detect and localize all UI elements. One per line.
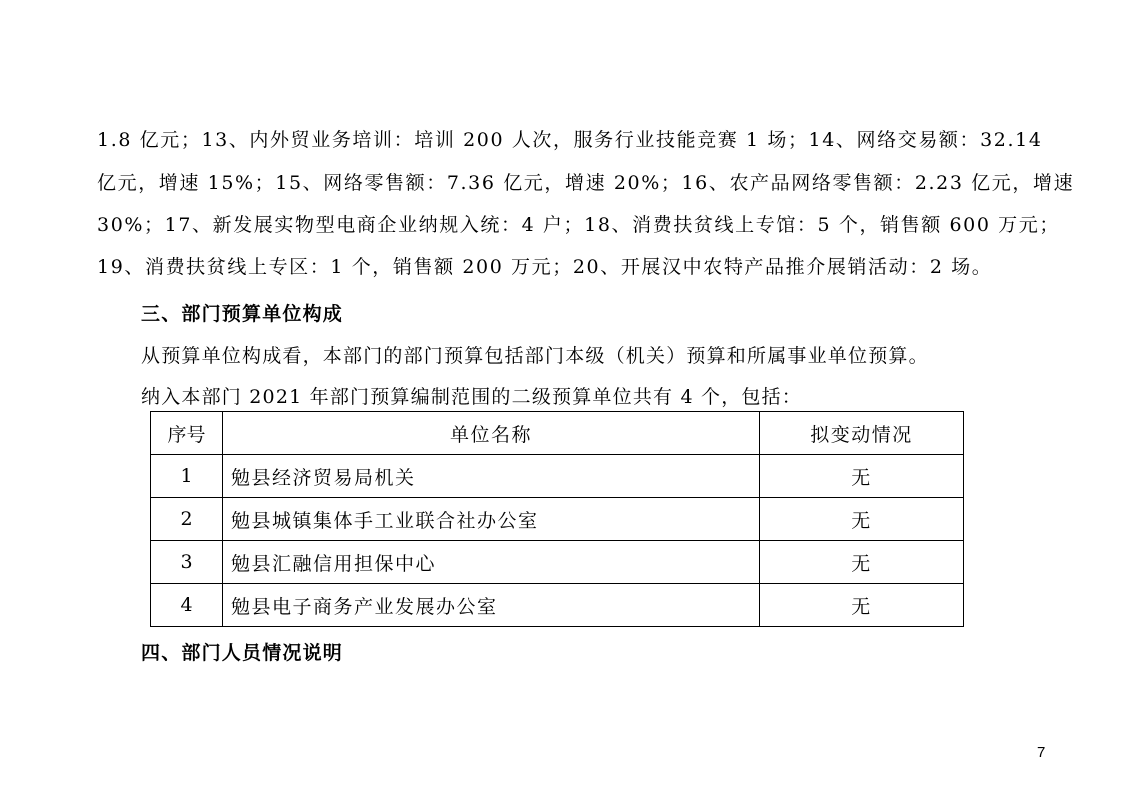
cell-change: 无: [760, 455, 964, 498]
cell-no: 1: [151, 455, 223, 498]
paragraph-line-4: 19、消费扶贫线上专区：1 个，销售额 200 万元；20、开展汉中农特产品推介展销活动：2 场。: [97, 256, 993, 278]
paragraph-line-3: 30%；17、新发展实物型电商企业纳规入统：4 户；18、消费扶贫线上专馆：5 个，销售额 600 万元；: [97, 214, 1060, 236]
table-row: [151, 455, 964, 498]
header-change: 拟变动情况: [760, 412, 964, 455]
section3-heading: 三、部门预算单位构成: [141, 303, 344, 325]
cell-name: 勉县电子商务产业发展办公室: [223, 584, 760, 627]
cell-change: 无: [760, 541, 964, 584]
cell-change: 无: [760, 584, 964, 627]
cell-no: 3: [151, 541, 223, 584]
header-name: 单位名称: [223, 412, 760, 455]
page-number: 7: [1037, 744, 1046, 761]
table-row: [151, 584, 964, 627]
table-row: [151, 498, 964, 541]
budget-units-table: [150, 411, 964, 627]
section3-text-1: 从预算单位构成看，本部门的部门预算包括部门本级（机关）预算和所属事业单位预算。: [141, 345, 929, 367]
cell-no: 2: [151, 498, 223, 541]
cell-change: 无: [760, 498, 964, 541]
cell-name: 勉县城镇集体手工业联合社办公室: [223, 498, 760, 541]
section4-heading: 四、部门人员情况说明: [141, 642, 344, 664]
paragraph-line-1: 1.8 亿元；13、内外贸业务培训：培训 200 人次，服务行业技能竞赛 1 场；14、网络交易额：32.14: [97, 129, 1043, 151]
table-row: [151, 541, 964, 584]
cell-no: 4: [151, 584, 223, 627]
table-header-row: [151, 412, 964, 455]
section3-text-2: 纳入本部门 2021 年部门预算编制范围的二级预算单位共有 4 个，包括：: [141, 386, 803, 408]
cell-name: 勉县经济贸易局机关: [223, 455, 760, 498]
paragraph-line-2: 亿元，增速 15%；15、网络零售额：7.36 亿元，增速 20%；16、农产品网络零售额：2.23 亿元，增速: [97, 172, 1075, 194]
cell-name: 勉县汇融信用担保中心: [223, 541, 760, 584]
header-no: 序号: [151, 412, 223, 455]
